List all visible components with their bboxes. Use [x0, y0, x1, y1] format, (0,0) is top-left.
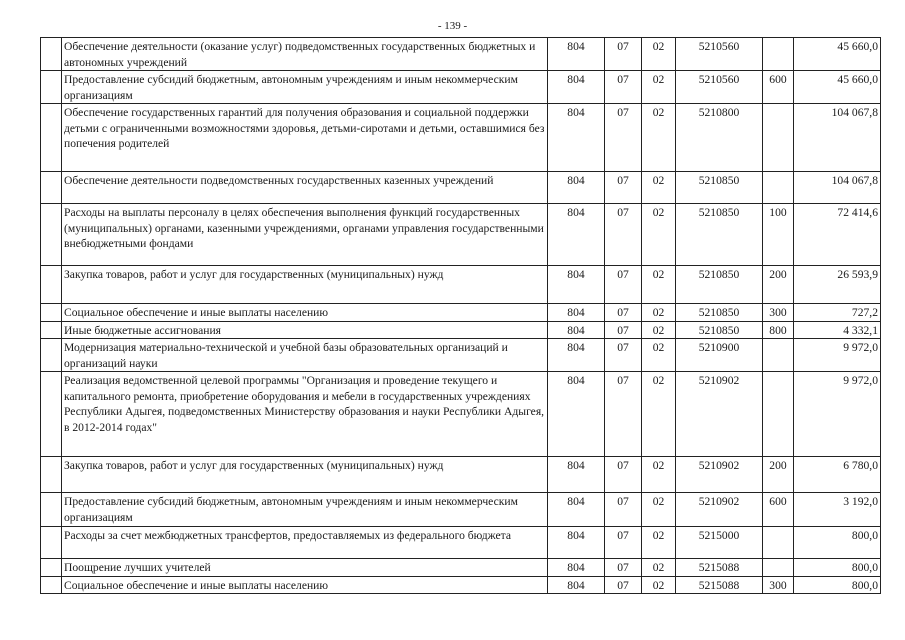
section-code: 07 — [605, 493, 642, 527]
ministry-code: 804 — [548, 104, 605, 172]
subsection-code: 02 — [642, 38, 676, 71]
row-number-cell — [41, 266, 62, 304]
amount-value: 800,0 — [794, 559, 881, 577]
row-number-cell — [41, 204, 62, 266]
ministry-code: 804 — [548, 304, 605, 322]
target-article-code: 5215088 — [676, 559, 763, 577]
amount-value: 3 192,0 — [794, 493, 881, 527]
section-code: 07 — [605, 527, 642, 559]
subsection-code: 02 — [642, 71, 676, 104]
table-row — [41, 527, 881, 559]
ministry-code: 804 — [548, 576, 605, 594]
row-number-cell — [41, 576, 62, 594]
ministry-code: 804 — [548, 172, 605, 204]
section-code: 07 — [605, 559, 642, 577]
expense-type-code: 300 — [763, 576, 794, 594]
subsection-code: 02 — [642, 204, 676, 266]
ministry-code: 804 — [548, 457, 605, 493]
subsection-code: 02 — [642, 372, 676, 457]
ministry-code: 804 — [548, 527, 605, 559]
amount-value: 4 332,1 — [794, 321, 881, 339]
amount-value: 6 780,0 — [794, 457, 881, 493]
ministry-code: 804 — [548, 493, 605, 527]
subsection-code: 02 — [642, 339, 676, 372]
ministry-code: 804 — [548, 38, 605, 71]
expense-type-code: 200 — [763, 266, 794, 304]
expense-type-code: 100 — [763, 204, 794, 266]
table-row — [41, 493, 881, 527]
table-row — [41, 576, 881, 594]
amount-value: 26 593,9 — [794, 266, 881, 304]
target-article-code: 5210850 — [676, 172, 763, 204]
table-row — [41, 559, 881, 577]
subsection-code: 02 — [642, 493, 676, 527]
target-article-code: 5210902 — [676, 457, 763, 493]
amount-value: 45 660,0 — [794, 71, 881, 104]
amount-value: 45 660,0 — [794, 38, 881, 71]
subsection-code: 02 — [642, 457, 676, 493]
row-number-cell — [41, 527, 62, 559]
amount-value: 800,0 — [794, 576, 881, 594]
ministry-code: 804 — [548, 266, 605, 304]
row-number-cell — [41, 38, 62, 71]
ministry-code: 804 — [548, 372, 605, 457]
row-number-cell — [41, 457, 62, 493]
expense-name: Предоставление субсидий бюджетным, автономным учреждениям и иным некоммерческим организациям — [62, 493, 548, 527]
section-code: 07 — [605, 104, 642, 172]
row-number-cell — [41, 304, 62, 322]
amount-value: 800,0 — [794, 527, 881, 559]
expense-name: Расходы на выплаты персоналу в целях обеспечения выполнения функций государственных (муниципальных) органами, казенными учреждениями, органами управления государственными внебюджетными фондами — [62, 204, 548, 266]
amount-value: 727,2 — [794, 304, 881, 322]
ministry-code: 804 — [548, 71, 605, 104]
expense-name: Социальное обеспечение и иные выплаты населению — [62, 576, 548, 594]
expense-type-code: 300 — [763, 304, 794, 322]
expense-name: Иные бюджетные ассигнования — [62, 321, 548, 339]
page-number: - 139 - — [437, 20, 468, 32]
expense-type-code — [763, 372, 794, 457]
section-code: 07 — [605, 321, 642, 339]
section-code: 07 — [605, 372, 642, 457]
row-number-cell — [41, 321, 62, 339]
expense-type-code: 600 — [763, 71, 794, 104]
expense-type-code: 800 — [763, 321, 794, 339]
target-article-code: 5210850 — [676, 266, 763, 304]
section-code: 07 — [605, 339, 642, 372]
ministry-code: 804 — [548, 339, 605, 372]
expense-name: Расходы за счет межбюджетных трансфертов, предоставляемых из федерального бюджета — [62, 527, 548, 559]
expense-name: Модернизация материально-технической и учебной базы образовательных организаций и организаций науки — [62, 339, 548, 372]
table-row — [41, 321, 881, 339]
budget-table — [40, 37, 881, 594]
subsection-code: 02 — [642, 304, 676, 322]
target-article-code: 5210900 — [676, 339, 763, 372]
section-code: 07 — [605, 172, 642, 204]
target-article-code: 5210850 — [676, 304, 763, 322]
expense-type-code: 200 — [763, 457, 794, 493]
expense-name: Закупка товаров, работ и услуг для государственных (муниципальных) нужд — [62, 266, 548, 304]
row-number-cell — [41, 372, 62, 457]
target-article-code: 5210850 — [676, 321, 763, 339]
table-row — [41, 266, 881, 304]
table-row — [41, 304, 881, 322]
table-row — [41, 104, 881, 172]
amount-value: 72 414,6 — [794, 204, 881, 266]
section-code: 07 — [605, 38, 642, 71]
amount-value: 9 972,0 — [794, 372, 881, 457]
amount-value: 9 972,0 — [794, 339, 881, 372]
row-number-cell — [41, 172, 62, 204]
subsection-code: 02 — [642, 559, 676, 577]
target-article-code: 5210902 — [676, 372, 763, 457]
expense-type-code — [763, 339, 794, 372]
target-article-code: 5210850 — [676, 204, 763, 266]
ministry-code: 804 — [548, 559, 605, 577]
expense-type-code — [763, 527, 794, 559]
table-row — [41, 457, 881, 493]
expense-name: Поощрение лучших учителей — [62, 559, 548, 577]
section-code: 07 — [605, 576, 642, 594]
expense-type-code — [763, 559, 794, 577]
subsection-code: 02 — [642, 527, 676, 559]
table-row — [41, 38, 881, 71]
table-row — [41, 372, 881, 457]
subsection-code: 02 — [642, 266, 676, 304]
target-article-code: 5210902 — [676, 493, 763, 527]
target-article-code: 5210800 — [676, 104, 763, 172]
row-number-cell — [41, 493, 62, 527]
expense-type-code — [763, 38, 794, 71]
subsection-code: 02 — [642, 576, 676, 594]
target-article-code: 5210560 — [676, 71, 763, 104]
target-article-code: 5215000 — [676, 527, 763, 559]
expense-name: Обеспечение деятельности (оказание услуг) подведомственных государственных бюджетных и автономных учреждений — [62, 38, 548, 71]
table-row — [41, 172, 881, 204]
target-article-code: 5215088 — [676, 576, 763, 594]
expense-type-code — [763, 104, 794, 172]
expense-type-code — [763, 172, 794, 204]
table-row — [41, 71, 881, 104]
expense-name: Закупка товаров, работ и услуг для государственных (муниципальных) нужд — [62, 457, 548, 493]
target-article-code: 5210560 — [676, 38, 763, 71]
row-number-cell — [41, 71, 62, 104]
section-code: 07 — [605, 266, 642, 304]
expense-name: Обеспечение государственных гарантий для получения образования и социальной поддержки детьми с ограниченными возможностями здоровья, детьми-сиротами и детьми, оставшимися без попечения родителей — [62, 104, 548, 172]
table-row — [41, 204, 881, 266]
amount-value: 104 067,8 — [794, 172, 881, 204]
amount-value: 104 067,8 — [794, 104, 881, 172]
subsection-code: 02 — [642, 172, 676, 204]
expense-name: Социальное обеспечение и иные выплаты населению — [62, 304, 548, 322]
expense-name: Обеспечение деятельности подведомственных государственных казенных учреждений — [62, 172, 548, 204]
ministry-code: 804 — [548, 204, 605, 266]
ministry-code: 804 — [548, 321, 605, 339]
row-number-cell — [41, 339, 62, 372]
expense-name: Предоставление субсидий бюджетным, автономным учреждениям и иным некоммерческим организациям — [62, 71, 548, 104]
subsection-code: 02 — [642, 321, 676, 339]
section-code: 07 — [605, 304, 642, 322]
expense-name: Реализация ведомственной целевой программы "Организация и проведение текущего и капитального ремонта, приобретение оборудования и мебели в государственных учреждениях Республики Адыгея, подведомственных Министерству образования и науки Республики Адыгея, в 2012-2014 годах" — [62, 372, 548, 457]
expense-type-code: 600 — [763, 493, 794, 527]
subsection-code: 02 — [642, 104, 676, 172]
table-row — [41, 339, 881, 372]
section-code: 07 — [605, 204, 642, 266]
row-number-cell — [41, 559, 62, 577]
section-code: 07 — [605, 457, 642, 493]
row-number-cell — [41, 104, 62, 172]
section-code: 07 — [605, 71, 642, 104]
